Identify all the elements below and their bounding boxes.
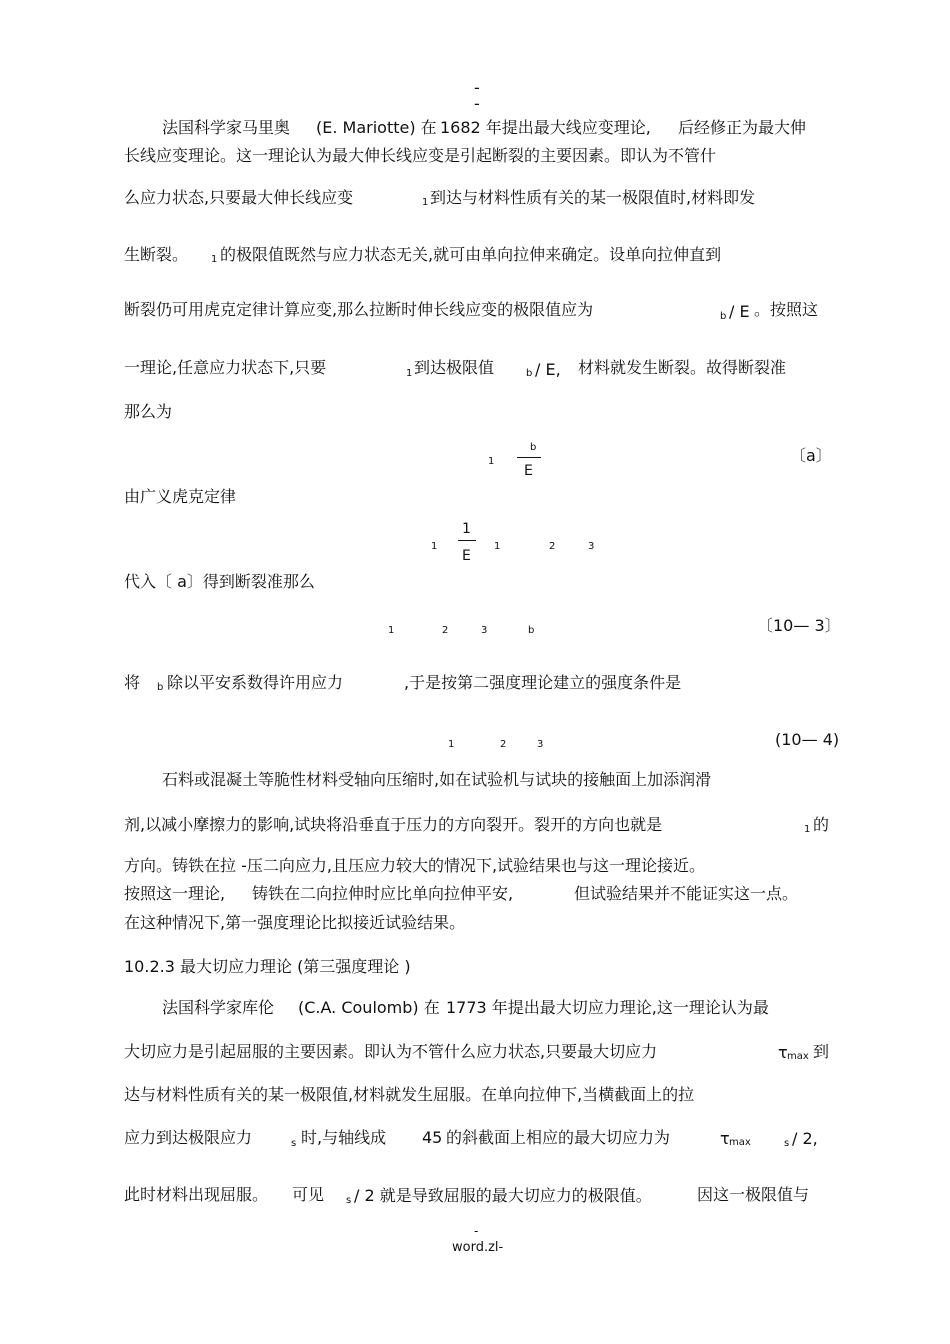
paragraph-text: 在这种情况下,第一强度理论比拟接近试验结果。 [124,913,466,932]
paragraph-text: 么应力状态,只要最大伸长线应变 [124,188,354,207]
paragraph-text: 由广义虎克定律 [124,487,237,506]
paragraph-text: 方向。铸铁在拉 -压二向应力,且压应力较大的情况下,试验结果也与这一理论接近。 [124,856,706,875]
eq-symbol: 3 [588,541,595,552]
eq-symbol: b [528,625,535,636]
eq-symbol: 1 [494,541,501,552]
paragraph-text: 45 [422,1128,443,1147]
eq-symbol: 1 [448,739,455,750]
eq-symbol: 3 [537,739,544,750]
equation-tag: (10— 4) [775,730,840,749]
eq-symbol: 1 [388,625,395,636]
paragraph-text: 到达与材料性质有关的某一极限值时,材料即发 [430,188,756,207]
paragraph-text: 到达极限值 [414,358,495,377]
paragraph-text: ,于是按第二强度理论建立的强度条件是 [404,673,682,692]
subscript: b [526,368,533,379]
eq-symbol: 1 [488,456,495,467]
fraction-bar [458,540,476,541]
subscript: max [787,1051,809,1062]
fraction-bar [517,457,541,458]
paragraph-text: 。按照这 [754,300,819,319]
paragraph-text: (C.A. Coulomb) 在 [298,998,440,1017]
eq-symbol: 2 [500,739,507,750]
paragraph-text: 的斜截面上相应的最大切应力为 [446,1128,671,1147]
paragraph-text: 1773 年提出最大切应力理论,这一理论认为最 [446,998,769,1017]
paragraph-text: 大切应力是引起屈服的主要因素。即认为不管什么应力状态,只要最大切应力 [124,1042,658,1061]
paragraph-text: 按照这一理论, [124,884,226,903]
header-dash: - [474,78,480,97]
footer-dash: - [474,1224,479,1238]
paragraph-text: 应力到达极限应力 [124,1128,253,1147]
fraction-denominator: E [524,463,533,479]
paragraph-text: 时,与轴线成 [301,1128,387,1147]
math-text: τ [720,1129,730,1148]
footer-text: word.zl- [452,1240,504,1255]
paragraph-text: 后经修正为最大伸 [678,118,807,137]
eq-symbol: 2 [442,625,449,636]
subscript: 1 [804,824,811,835]
paragraph-text: 材料就发生断裂。故得断裂准 [578,358,787,377]
paragraph-text: 代入〔 a〕得到断裂准那么 [124,572,315,591]
paragraph-text: (E. Mariotte) 在 [316,118,437,137]
paragraph-text: 可见 [292,1185,325,1204]
paragraph-text: 达与材料性质有关的某一极限值,材料就发生屈服。在单向拉伸下,当横截面上的拉 [124,1085,695,1104]
subscript: b [157,682,164,693]
math-text: / E [729,302,750,321]
paragraph-text: 生断裂。 [124,245,189,264]
paragraph-text: 石料或混凝土等脆性材料受轴向压缩时,如在试验机与试块的接触面上加添润滑 [162,770,712,789]
eq-symbol: 3 [481,625,488,636]
paragraph-text: 1682 年提出最大线应变理论, [440,118,651,137]
paragraph-text: 但试验结果并不能证实这一点。 [574,884,799,903]
math-text: τ [778,1043,788,1062]
paragraph-text: 的 [813,815,830,834]
subscript: 1 [406,368,413,379]
paragraph-text: 将 [124,673,141,692]
subscript: b [720,311,727,322]
math-text: / E, [535,360,561,379]
paragraph-text: 此时材料出现屈服。 [124,1185,269,1204]
paragraph-text: 断裂仍可用虎克定律计算应变,那么拉断时伸长线应变的极限值应为 [124,300,594,319]
fraction-numerator: b [530,442,537,453]
header-dash: - [474,94,480,113]
eq-symbol: 2 [549,541,556,552]
paragraph-text: 剂,以减小摩擦力的影响,试块将沿垂直于压力的方向裂开。裂开的方向也就是 [124,815,663,834]
paragraph-text: 法国科学家库伦 [162,998,275,1017]
math-text: / 2, [792,1129,818,1148]
paragraph-text: 除以平安系数得许用应力 [167,673,344,692]
paragraph-text: 那么为 [124,402,173,421]
subscript: s [346,1195,352,1206]
eq-symbol: 1 [431,541,438,552]
subscript: 1 [422,197,429,208]
subscript: s [784,1138,790,1149]
paragraph-text: 铸铁在二向拉伸时应比单向拉伸平安, [252,884,514,903]
equation-tag: 〔a〕 [790,446,832,465]
paragraph-text: 到 [813,1042,830,1061]
paragraph-text: 的极限值既然与应力状态无关,就可由单向拉伸来确定。设单向拉伸直到 [220,245,722,264]
fraction-numerator: 1 [462,521,471,537]
paragraph-text: / 2 就是导致屈服的最大切应力的极限值。 [354,1186,652,1205]
paragraph-text: 法国科学家马里奥 [162,118,291,137]
paragraph-text: 一理论,任意应力状态下,只要 [124,358,327,377]
paragraph-text: 长线应变理论。这一理论认为最大伸长线应变是引起断裂的主要因素。即认为不管什 [124,146,717,165]
subscript: max [729,1137,751,1148]
equation-tag: 〔10— 3〕 [757,616,841,635]
subscript: 1 [211,254,218,265]
section-heading: 10.2.3 最大切应力理论 (第三强度理论 ) [124,957,411,976]
subscript: s [291,1138,297,1149]
paragraph-text: 因这一极限值与 [697,1185,810,1204]
fraction-denominator: E [462,548,471,564]
